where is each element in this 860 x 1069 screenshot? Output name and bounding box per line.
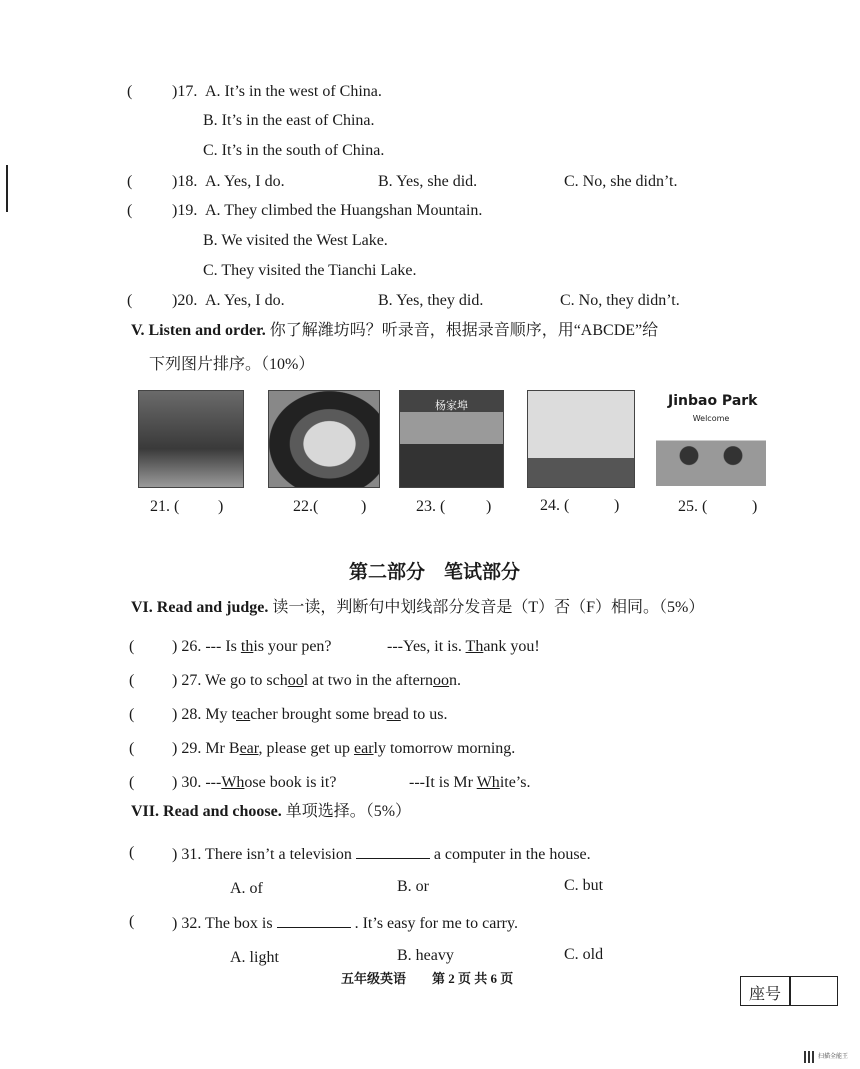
picture-food-dish [268,390,380,488]
option-20a: A. Yes, I do. [205,292,285,309]
scanner-watermark: 扫描全能王 [818,1053,849,1060]
option-17a: A. It’s in the west of China. [205,83,382,100]
answer-paren-32[interactable]: ( [129,913,135,930]
option-31b: B. or [397,878,429,895]
section-6-heading [131,597,704,619]
underlined-th-2: Th [465,638,484,655]
section-7-title: VII. Read and choose. [131,803,282,820]
picture-label-23[interactable]: 23. ( [416,498,446,515]
section-6-title: VI. Read and judge. [131,599,269,616]
question-number-17: )17. [172,83,198,100]
picture-jinbao-park [656,410,766,486]
option-19c: C. They visited the Tianchi Lake. [203,262,417,279]
answer-paren-28[interactable]: ( [129,706,135,723]
answer-paren-30[interactable]: ( [129,774,135,791]
option-20b: B. Yes, they did. [378,292,484,309]
seat-number-box [740,976,838,1006]
picture-museum [138,390,244,488]
question-28: ) 28. My teacher brought some bread to us. [172,706,448,723]
picture-label-24[interactable]: 24. ( [540,497,570,514]
question-30-part2: ---It is Mr White’s. [409,774,531,791]
answer-paren-27[interactable]: ( [129,672,135,689]
question-26-part2: ---Yes, it is. Thank you! [387,638,540,655]
answer-paren-17[interactable]: ( [127,83,133,100]
picture-park-title: Jinbao Park [668,393,758,409]
section-7-instruction: 单项选择。（5%） [285,803,412,820]
answer-paren-19[interactable]: ( [127,202,133,219]
picture-label-24-close: ) [614,497,620,514]
page-footer: 五年级英语 第 2 页 共 6 页 [341,971,514,986]
section-5-instruction-2: 下列图片排序。（10%） [149,356,315,373]
option-32a: A. light [230,949,279,966]
margin-bar [6,165,8,212]
picture-yangjiabu-gate [399,390,504,488]
option-32b: B. heavy [397,947,454,964]
option-32c: C. old [564,946,604,963]
answer-paren-29[interactable]: ( [129,740,135,757]
option-19a: A. They climbed the Huangshan Mountain. [205,202,483,219]
question-number-20: )20. [172,292,198,309]
option-20c: C. No, they didn’t. [560,292,680,309]
option-31c: C. but [564,877,604,894]
picture-kites [527,390,635,488]
option-18c: C. No, she didn’t. [564,173,678,190]
option-18b: B. Yes, she did. [378,173,478,190]
section-5-instruction: 你了解潍坊吗？听录音，根据录音顺序，用“ABCDE”给 [269,322,659,339]
question-number-18: )18. [172,173,198,190]
section-5-title: V. Listen and order. [131,322,266,339]
picture-gate-sign: 杨家埠 [435,399,468,412]
question-32: ) 32. The box is . It’s easy for me to carry. [172,912,518,934]
answer-paren-20[interactable]: ( [127,292,133,309]
picture-label-23-close: ) [486,498,492,515]
question-31: ) 31. There isn’t a television a computer in the house. [172,843,591,865]
picture-park-sign: Welcome [692,414,730,423]
answer-paren-31[interactable]: ( [129,844,135,861]
part-2-title: 第二部分 笔试部分 [349,562,521,583]
picture-label-22[interactable]: 22.( [293,498,319,515]
seat-number-label: 座号 [749,986,782,1003]
question-30-part1: ) 30. ---Whose book is it? [172,774,337,791]
section-6-instruction: 读一读，判断句中划线部分发音是（T）否（F）相同。（5%） [272,599,705,616]
option-19b: B. We visited the West Lake. [203,232,388,249]
underlined-th-1: th [240,638,254,655]
seat-divider [789,977,791,1005]
picture-label-22-close: ) [361,498,367,515]
question-27: ) 27. We go to school at two in the afternoon. [172,672,462,689]
question-26-part1: ) 26. --- Is this your pen? [172,638,332,655]
fill-blank-31[interactable] [356,843,430,859]
section-7-heading [131,801,411,823]
picture-label-21[interactable]: 21. ( [150,498,180,515]
picture-label-25[interactable]: 25. ( [678,498,708,515]
option-18a: A. Yes, I do. [205,173,285,190]
option-17c: C. It’s in the south of China. [203,142,385,159]
picture-label-21-close: ) [218,498,224,515]
picture-label-25-close: ) [752,498,758,515]
option-31a: A. of [230,880,263,897]
section-5-heading [131,320,658,342]
option-17b: B. It’s in the east of China. [203,112,375,129]
answer-paren-26[interactable]: ( [129,638,135,655]
qr-code-icon [804,1051,816,1063]
question-number-19: )19. [172,202,198,219]
question-29: ) 29. Mr Bear, please get up early tomorrow morning. [172,740,516,757]
fill-blank-32[interactable] [277,912,351,928]
answer-paren-18[interactable]: ( [127,173,133,190]
